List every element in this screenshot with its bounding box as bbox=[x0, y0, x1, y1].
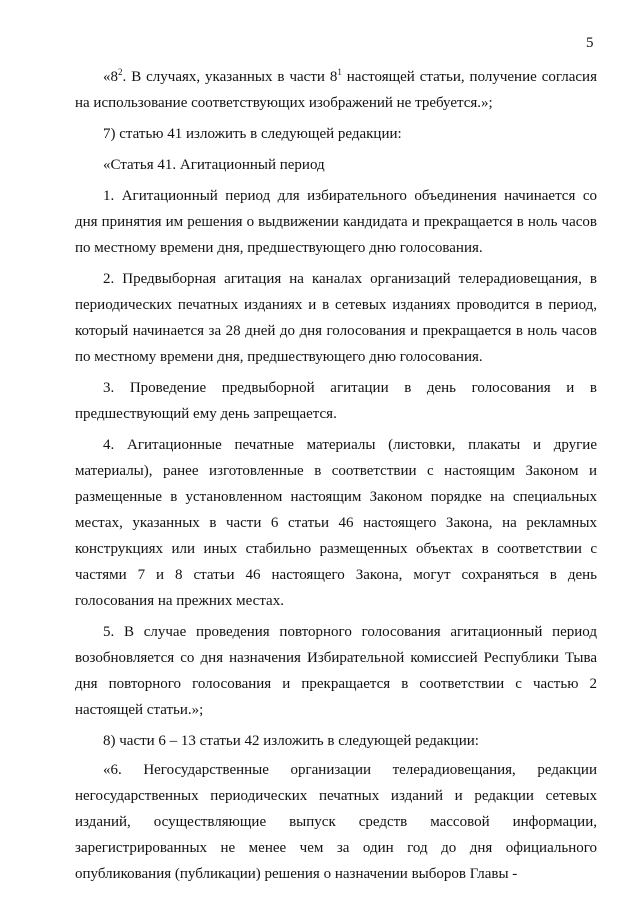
article-41-part-4: 4. Агитационные печатные материалы (листовки, плакаты и другие материалы), ранее изготовленные в соответствии с настоящим Законом и размещенные в установленном настоящим Законом порядке на специальных местах, указанных в части 6 статьи 46 настоящего Закона, на рекламных конструкциях или иных стабильно размещенных объектах в соответствии с частями 7 и 8 статьи 46 настоящего Закона, могут сохраняться в день голосования на прежних местах. bbox=[75, 437, 597, 609]
page-number: 5 bbox=[586, 35, 594, 51]
paragraph-text: «8 bbox=[103, 69, 118, 85]
superscript: 2 bbox=[118, 67, 123, 77]
article-41-heading: «Статья 41. Агитационный период bbox=[103, 157, 325, 173]
paragraph-text: . В случаях, указанных в части 8 bbox=[122, 69, 338, 85]
paragraph-8-2 bbox=[75, 64, 597, 116]
amendment-item-7: 7) статью 41 изложить в следующей редакции: bbox=[103, 126, 402, 142]
superscript: 1 bbox=[337, 67, 342, 77]
article-41-part-5: 5. В случае проведения повторного голосования агитационный период возобновляется со дня назначения Избирательной комиссией Республики Тыва дня повторного голосования и прекращается в соответствии с частью 2 настоящей статьи.»; bbox=[75, 624, 597, 718]
article-42-part-6: «6. Негосударственные организации телерадиовещания, редакции негосударственных периодических печатных изданий и редакции сетевых изданий, осуществляющие выпуск средств массовой информации, зарегистрированных не менее чем за один год до дня официального опубликования (публикации) решения о назначении выборов Главы - bbox=[75, 762, 597, 882]
article-41-part-3: 3. Проведение предвыборной агитации в день голосования и в предшествующий ему день запрещается. bbox=[75, 380, 597, 422]
article-41-part-1: 1. Агитационный период для избирательного объединения начинается со дня принятия им решения о выдвижении кандидата и прекращается в ноль часов по местному времени дня, предшествующего дню голосования. bbox=[75, 188, 597, 256]
article-41-part-2: 2. Предвыборная агитация на каналах организаций телерадиовещания, в периодических печатных изданиях и в сетевых изданиях проводится в период, который начинается за 28 дней до дня голосования и прекращается в ноль часов по местному времени дня, предшествующего дню голосования. bbox=[75, 271, 597, 365]
paragraph-text: настоящей статьи, получение согласия на использование соответствующих изображений не требуется.»; bbox=[75, 69, 597, 111]
document-body bbox=[75, 64, 597, 887]
amendment-item-8: 8) части 6 – 13 статьи 42 изложить в следующей редакции: bbox=[103, 733, 479, 749]
